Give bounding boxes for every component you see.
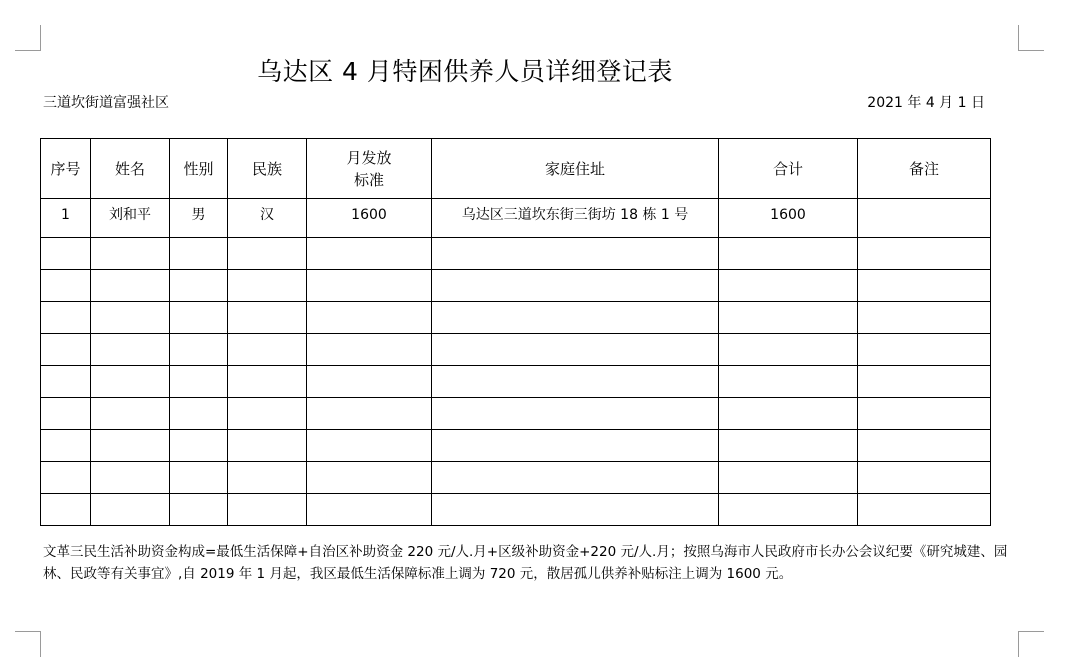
crop-mark-bottom-right: [1018, 631, 1044, 657]
empty-cell: [41, 270, 91, 302]
empty-cell: [41, 366, 91, 398]
empty-cell: [91, 462, 170, 494]
cell-remarks: [858, 199, 991, 238]
empty-cell: [858, 302, 991, 334]
empty-cell: [91, 494, 170, 526]
empty-cell: [228, 398, 307, 430]
cell-ethnicity: 汉: [228, 199, 307, 238]
empty-cell: [228, 302, 307, 334]
header-index: 序号: [41, 139, 91, 199]
empty-cell: [170, 494, 228, 526]
table-row-empty: [41, 238, 991, 270]
empty-cell: [858, 366, 991, 398]
table-row-empty: [41, 398, 991, 430]
empty-cell: [719, 494, 858, 526]
empty-cell: [41, 462, 91, 494]
empty-cell: [307, 494, 432, 526]
empty-cell: [719, 270, 858, 302]
table-row-empty: [41, 366, 991, 398]
empty-cell: [858, 270, 991, 302]
empty-cell: [858, 334, 991, 366]
header-ethnicity: 民族: [228, 139, 307, 199]
document-date: 2021 年 4 月 1 日: [867, 95, 985, 111]
table-row-empty: [41, 462, 991, 494]
empty-cell: [41, 238, 91, 270]
empty-cell: [228, 334, 307, 366]
empty-cell: [41, 334, 91, 366]
empty-cell: [307, 398, 432, 430]
empty-cell: [719, 398, 858, 430]
table-row-empty: [41, 302, 991, 334]
header-address: 家庭住址: [432, 139, 719, 199]
empty-cell: [432, 302, 719, 334]
empty-cell: [91, 302, 170, 334]
empty-cell: [307, 430, 432, 462]
header-monthly-standard-line1: 月发放: [346, 148, 392, 167]
crop-mark-bottom-left: [15, 631, 41, 657]
empty-cell: [91, 398, 170, 430]
crop-mark-top-right: [1018, 25, 1044, 51]
table-row-empty: [41, 430, 991, 462]
empty-cell: [307, 462, 432, 494]
empty-cell: [858, 494, 991, 526]
header-gender: 性别: [170, 139, 228, 199]
cell-address: 乌达区三道坎东街三街坊 18 栋 1 号: [432, 199, 719, 238]
table-header-row: [41, 139, 991, 199]
table-row: [41, 199, 991, 238]
empty-cell: [228, 238, 307, 270]
empty-cell: [170, 462, 228, 494]
empty-cell: [91, 238, 170, 270]
table-row-empty: [41, 334, 991, 366]
empty-cell: [432, 462, 719, 494]
empty-cell: [858, 430, 991, 462]
cell-total: 1600: [719, 199, 858, 238]
empty-cell: [719, 302, 858, 334]
empty-cell: [432, 398, 719, 430]
empty-cell: [91, 270, 170, 302]
empty-cell: [41, 302, 91, 334]
empty-cell: [91, 366, 170, 398]
empty-cell: [432, 430, 719, 462]
empty-cell: [307, 334, 432, 366]
empty-cell: [307, 238, 432, 270]
registration-table: [40, 138, 991, 526]
empty-cell: [858, 398, 991, 430]
empty-cell: [307, 366, 432, 398]
empty-cell: [170, 302, 228, 334]
empty-cell: [228, 270, 307, 302]
empty-cell: [170, 430, 228, 462]
header-remarks: 备注: [858, 139, 991, 199]
empty-cell: [170, 334, 228, 366]
crop-mark-top-left: [15, 25, 41, 51]
cell-index: 1: [41, 199, 91, 238]
header-monthly-standard: [307, 139, 432, 199]
empty-cell: [228, 462, 307, 494]
empty-cell: [432, 270, 719, 302]
empty-cell: [719, 366, 858, 398]
empty-cell: [307, 270, 432, 302]
cell-gender: 男: [170, 199, 228, 238]
empty-cell: [432, 238, 719, 270]
empty-cell: [858, 462, 991, 494]
empty-cell: [91, 430, 170, 462]
document-title: 乌达区 4 月特困供养人员详细登记表: [257, 57, 673, 86]
empty-cell: [170, 238, 228, 270]
empty-cell: [719, 462, 858, 494]
header-total: 合计: [719, 139, 858, 199]
empty-cell: [41, 494, 91, 526]
empty-cell: [432, 334, 719, 366]
empty-cell: [719, 238, 858, 270]
table-row-empty: [41, 270, 991, 302]
cell-name: 刘和平: [91, 199, 170, 238]
header-name: 姓名: [91, 139, 170, 199]
empty-cell: [170, 366, 228, 398]
empty-cell: [432, 366, 719, 398]
empty-cell: [41, 398, 91, 430]
empty-cell: [228, 494, 307, 526]
empty-cell: [41, 430, 91, 462]
table-row-empty: [41, 494, 991, 526]
empty-cell: [432, 494, 719, 526]
cell-standard: 1600: [307, 199, 432, 238]
empty-cell: [170, 398, 228, 430]
header-monthly-standard-line2: 标准: [353, 170, 384, 189]
empty-cell: [719, 334, 858, 366]
empty-cell: [228, 430, 307, 462]
empty-cell: [719, 430, 858, 462]
policy-footnote: 文革三民生活补助资金构成=最低生活保障+自治区补助资金 220 元/人.月+区级补助资金+220 元/人.月；按照乌海市人民政府市长办公会议纪要《研究城建、园林、民政等有关事宜》,自 2019 年 1 月起，我区最低生活保障标准上调为 720 元，散居孤儿供养补贴标注上调为 1600 元。: [43, 544, 1008, 582]
empty-cell: [858, 238, 991, 270]
community-name: 三道坎街道富强社区: [43, 95, 169, 111]
empty-cell: [91, 334, 170, 366]
empty-cell: [228, 366, 307, 398]
empty-cell: [170, 270, 228, 302]
empty-cell: [307, 302, 432, 334]
